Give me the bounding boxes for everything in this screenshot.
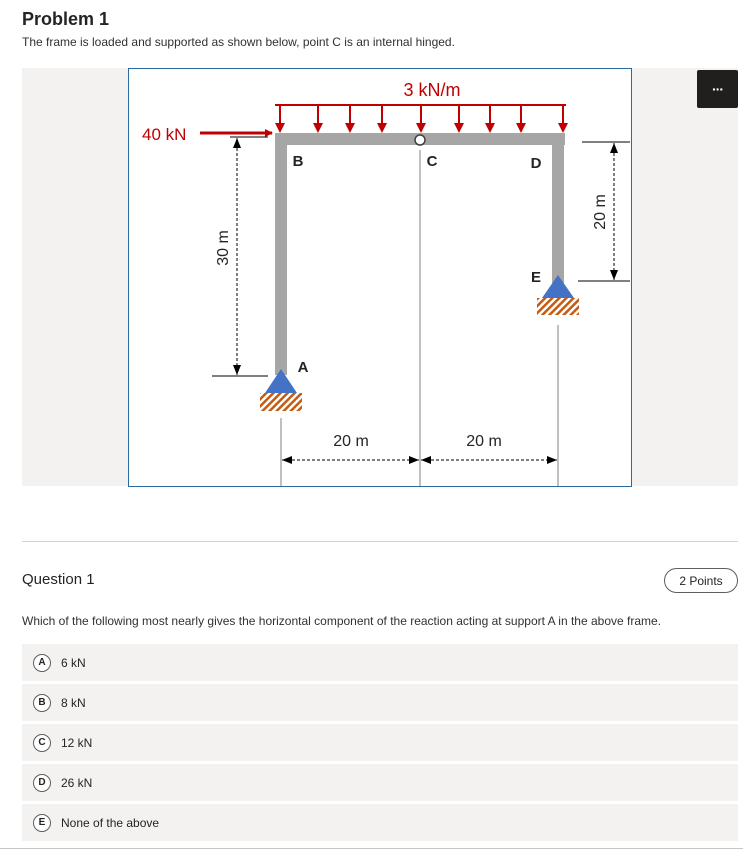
option-b-letter: B [33, 694, 51, 712]
column-ab [275, 133, 287, 375]
option-b[interactable] [22, 684, 738, 721]
dim-30m-label: 30 m [215, 230, 232, 266]
dim-20m-vertical-label: 20 m [592, 194, 609, 230]
option-d[interactable] [22, 764, 738, 801]
distributed-load-label: 3 kN/m [403, 80, 461, 100]
dim-span-left-label: 20 m [333, 433, 369, 450]
udl-arrowhead-icon [275, 123, 285, 133]
question-title: Question 1 [22, 571, 95, 588]
udl-arrowhead-icon [558, 123, 568, 133]
udl-arrowhead-icon [485, 123, 495, 133]
udl-arrowhead-icon [516, 123, 526, 133]
udl-arrows [275, 105, 568, 133]
more-options-button[interactable]: ··· [697, 70, 738, 108]
option-e-text: None of the above [61, 815, 160, 830]
support-a-ground-icon [260, 393, 302, 411]
option-e-letter: E [33, 814, 51, 832]
udl-arrowhead-icon [313, 123, 323, 133]
question-text: Which of the following most nearly gives the horizontal component of the reaction acting at support A in the above frame. [22, 614, 662, 628]
node-b-label: B [292, 153, 304, 170]
option-d-text: 26 kN [61, 775, 93, 790]
option-e[interactable] [22, 804, 738, 841]
bottom-border [0, 848, 743, 849]
udl-arrowhead-icon [454, 123, 464, 133]
support-a-icon [265, 369, 297, 393]
option-a-text: 6 kN [61, 655, 86, 670]
horizontal-load-label: 40 kN [142, 125, 187, 144]
udl-arrowhead-icon [377, 123, 387, 133]
udl-arrowhead-icon [416, 123, 426, 133]
node-a-label: A [297, 359, 309, 376]
option-c[interactable] [22, 724, 738, 761]
hinge-c-icon [415, 135, 425, 145]
column-de [552, 133, 564, 283]
udl-arrowhead-icon [345, 123, 355, 133]
node-e-label: E [530, 269, 542, 286]
points-badge: 2 Points [664, 568, 738, 593]
section-divider [22, 541, 738, 542]
support-e-ground-icon [537, 298, 579, 315]
support-e-icon [542, 275, 574, 298]
option-c-letter: C [33, 734, 51, 752]
dim-span-right-label: 20 m [466, 433, 502, 450]
option-d-letter: D [33, 774, 51, 792]
option-c-text: 12 kN [61, 735, 93, 750]
option-a-letter: A [33, 654, 51, 672]
problem-title: Problem 1 [22, 9, 110, 29]
option-b-text: 8 kN [61, 695, 86, 710]
node-d-label: D [530, 155, 542, 172]
option-a[interactable] [22, 644, 738, 681]
problem-description: The frame is loaded and supported as shown below, point C is an internal hinged. [22, 35, 455, 49]
node-c-label: C [426, 153, 438, 170]
